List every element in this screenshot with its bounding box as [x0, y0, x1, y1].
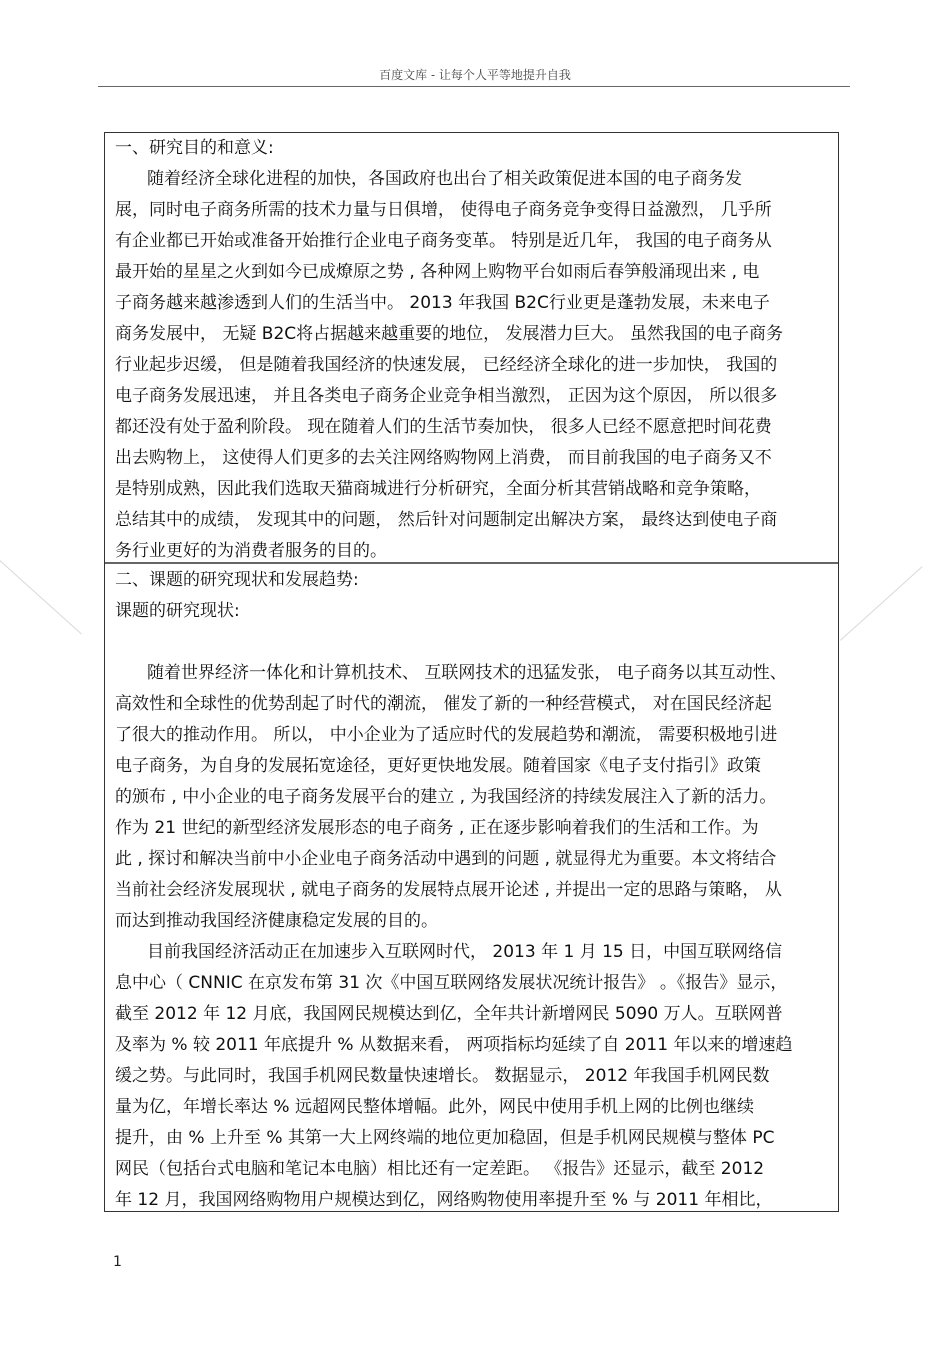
- text-line: 展，同时电子商务所需的技术力量与日俱增， 使得电子商务竞争变得日益激烈， 几乎所: [115, 200, 772, 220]
- text-line: 量为亿，年增长率达 % 远超网民整体增幅。此外，网民中使用手机上网的比例也继续: [115, 1097, 754, 1117]
- header-rule: [98, 86, 850, 87]
- section-heading: 一、研究目的和意义:: [115, 138, 274, 158]
- text-line: 最开始的星星之火到如今已成燎原之势 , 各种网上购物平台如雨后春笋般涌现出来 , 电: [115, 262, 760, 282]
- subheading: 课题的研究现状:: [115, 601, 240, 621]
- text-line: 年 12 月，我国网络购物用户规模达到亿，网络购物使用率提升至 % 与 2011 年相比，: [115, 1190, 773, 1210]
- text-line: 电子商务发展迅速， 并且各类电子商务企业竞争相当激烈， 正因为这个原因， 所以很多: [115, 386, 778, 406]
- text-line: 随着世界经济一体化和计算机技术、 互联网技术的迅猛发张， 电子商务以其互动性、: [147, 663, 787, 683]
- text-line: 总结其中的成绩， 发现其中的问题， 然后针对问题制定出解决方案， 最终达到使电子商: [115, 510, 778, 530]
- section-purpose: [115, 133, 831, 567]
- text-line: 作为 21 世纪的新型经济发展形态的电子商务 , 正在逐步影响着我们的生活和工作。为: [115, 818, 759, 838]
- text-line: 子商务越来越渗透到人们的生活当中。 2013 年我国 B2C行业更是蓬勃发展，未来电子: [115, 293, 770, 313]
- section-divider: [105, 562, 838, 564]
- text-line: 的颁布 , 中小企业的电子商务发展平台的建立 , 为我国经济的持续发展注入了新的活力。: [115, 787, 777, 807]
- blank-line: [115, 627, 831, 658]
- text-line: 都还没有处于盈利阶段。 现在随着人们的生活节奏加快， 很多人已经不愿意把时间花费: [115, 417, 772, 437]
- page-number: 1: [113, 1254, 122, 1270]
- paragraph: [115, 937, 831, 1216]
- text-line: 此 , 探讨和解决当前中小企业电子商务活动中遇到的问题 , 就显得尤为重要。本文将结合: [115, 849, 777, 869]
- decorative-corner-line: [840, 566, 922, 640]
- text-line: 及率为 % 较 2011 年底提升 % 从数据来看， 两项指标均延续了自 2011 年以来的增速趋: [115, 1035, 793, 1055]
- paragraph: [115, 658, 831, 937]
- text-line: 目前我国经济活动正在加速步入互联网时代， 2013 年 1 月 15 日，中国互联网络信: [147, 942, 783, 962]
- text-line: 息中心（ CNNIC 在京发布第 31 次《中国互联网络发展状况统计报告》 。《报告》显示，: [115, 973, 788, 993]
- text-line: 了很大的推动作用。 所以， 中小企业为了适应时代的发展趋势和潮流， 需要积极地引进: [115, 725, 778, 745]
- text-line: 有企业都已开始或准备开始推行企业电子商务变革。 特别是近几年， 我国的电子商务从: [115, 231, 772, 251]
- text-line: 缓之势。与此同时，我国手机网民数量快速增长。 数据显示， 2012 年我国手机网民数: [115, 1066, 770, 1086]
- text-line: 随着经济全球化进程的加快，各国政府也出台了相关政策促进本国的电子商务发: [147, 169, 742, 189]
- text-line: 高效性和全球性的优势刮起了时代的潮流， 催发了新的一种经营模式， 对在国民经济起: [115, 694, 772, 714]
- section-body: [115, 164, 831, 567]
- section-heading: 二、课题的研究现状和发展趋势:: [115, 570, 359, 590]
- page-header: 百度文库 - 让每个人平等地提升自我: [379, 68, 571, 82]
- text-line: 当前社会经济发展现状 , 就电子商务的发展特点展开论述 , 并提出一定的思路与策略， 从: [115, 880, 782, 900]
- text-line: 行业起步迟缓， 但是随着我国经济的快速发展， 已经经济全球化的进一步加快， 我国的: [115, 355, 778, 375]
- section-status: [115, 565, 831, 1216]
- text-line: 出去购物上， 这使得人们更多的去关注网络购物网上消费， 而目前我国的电子商务又不: [115, 448, 772, 468]
- content-table: [104, 132, 839, 1212]
- text-line: 截至 2012 年 12 月底，我国网民规模达到亿，全年共计新增网民 5090 万人。互联网普: [115, 1004, 783, 1024]
- text-line: 网民（包括台式电脑和笔记本电脑）相比还有一定差距。 《报告》还显示，截至 2012: [115, 1159, 765, 1179]
- text-line: 提升，由 % 上升至 % 其第一大上网终端的地位更加稳固，但是手机网民规模与整体 PC: [115, 1128, 775, 1148]
- text-line: 务行业更好的为消费者服务的目的。: [115, 541, 387, 561]
- decorative-corner-line: [0, 560, 82, 634]
- text-line: 而达到推动我国经济健康稳定发展的目的。: [115, 911, 438, 931]
- text-line: 商务发展中， 无疑 B2C将占据越来越重要的地位， 发展潜力巨大。 虽然我国的电子商务: [115, 324, 783, 344]
- text-line: 是特别成熟，因此我们选取天猫商城进行分析研究，全面分析其营销战略和竞争策略，: [115, 479, 761, 499]
- text-line: 电子商务，为自身的发展拓宽途径，更好更快地发展。随着国家《电子支付指引》政策: [115, 756, 761, 776]
